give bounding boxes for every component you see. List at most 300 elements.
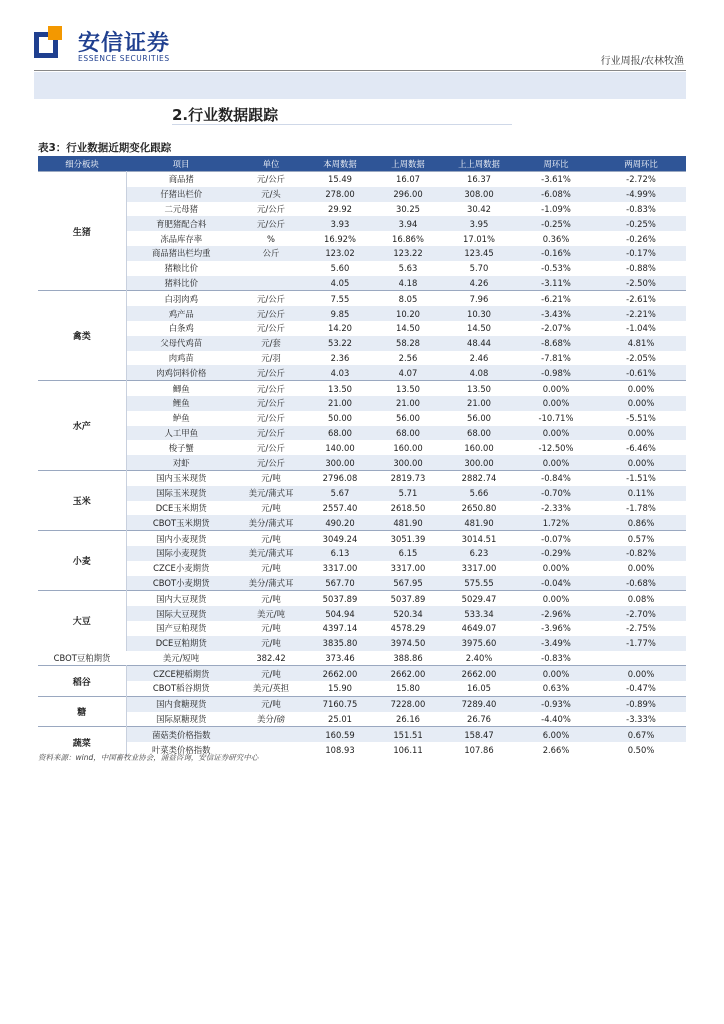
unit-cell: 美元/吨 [236, 606, 306, 621]
last-week-cell: 4578.29 [390, 623, 426, 634]
unit-cell: 美元/英担 [252, 683, 290, 694]
segment-cell: 蔬菜 [38, 727, 126, 757]
this-week-cell: 14.20 [328, 323, 352, 334]
table-row [38, 546, 686, 561]
item-cell: CBOT稻谷期货 [152, 683, 210, 694]
item-cell: 鲈鱼 [172, 413, 190, 424]
this-week-cell: 490.20 [306, 515, 374, 530]
table-row [38, 440, 686, 455]
item-cell: 国产豆粕现货 [156, 623, 207, 634]
this-week-cell: 25.01 [328, 714, 352, 725]
table-row [38, 411, 686, 426]
two-week-change-cell: -2.72% [596, 172, 686, 187]
two-weeks-ago-cell: 5.66 [442, 486, 516, 501]
last-week-cell: 30.25 [396, 203, 420, 214]
item-cell: 国际原糖现货 [156, 714, 207, 725]
two-week-change-cell: -2.75% [626, 623, 656, 634]
industry-data-table [38, 156, 686, 757]
two-weeks-ago-cell: 308.00 [442, 187, 516, 202]
wow-cell: 0.00% [516, 381, 596, 396]
two-weeks-ago-cell: 160.00 [464, 442, 494, 453]
unit-cell: 美分/磅 [257, 714, 285, 725]
unit-cell: 元/吨 [236, 591, 306, 606]
unit-cell: 元/公斤 [236, 216, 306, 231]
wow-cell: -2.96% [516, 606, 596, 621]
two-week-change-cell: -1.51% [596, 470, 686, 485]
this-week-cell: 5.60 [330, 263, 350, 274]
two-weeks-ago-cell: 48.44 [442, 336, 516, 351]
last-week-cell: 106.11 [393, 744, 423, 755]
last-week-cell: 8.05 [374, 291, 442, 306]
item-cell: 国内食糖现货 [126, 696, 236, 711]
segment-cell: 玉米 [38, 470, 126, 530]
item-cell: 国内玉米现货 [126, 470, 236, 485]
wow-cell: -3.96% [541, 623, 571, 634]
two-weeks-ago-cell: 388.86 [393, 652, 423, 663]
two-week-change-cell: -0.25% [596, 216, 686, 231]
this-week-cell: 2.36 [330, 352, 350, 363]
table-row [38, 576, 686, 591]
segment-cell: 糖 [38, 696, 126, 727]
logo-english-name: ESSENCE SECURITIES [78, 54, 170, 63]
wow-cell: -0.70% [516, 486, 596, 501]
last-week-cell: 2662.00 [374, 666, 442, 681]
two-week-change-cell: 0.11% [596, 486, 686, 501]
header-item: 项目 [126, 156, 236, 172]
item-cell: DCE豆粕期货 [126, 636, 236, 651]
item-cell: 国际玉米现货 [126, 486, 236, 501]
table-row [38, 246, 686, 261]
unit-cell: 美分/蒲式耳 [236, 576, 306, 591]
unit-cell: 元/吨 [236, 666, 306, 681]
two-week-change-cell: 0.86% [596, 515, 686, 530]
two-week-change-cell: -2.05% [626, 352, 656, 363]
item-cell: CZCE粳稻期货 [126, 666, 236, 681]
unit-cell: % [267, 233, 275, 244]
two-weeks-ago-cell: 7289.40 [442, 696, 516, 711]
this-week-cell: 2557.40 [322, 502, 358, 513]
two-weeks-ago-cell: 2650.80 [461, 502, 497, 513]
table-row [38, 455, 686, 470]
unit-cell: 元/公斤 [236, 291, 306, 306]
unit-cell: 元/公斤 [257, 203, 285, 214]
wow-cell: 0.00% [542, 563, 570, 574]
two-week-change-cell: -1.04% [626, 323, 656, 334]
table-caption: 表3：行业数据近期变化跟踪 [38, 142, 172, 154]
table-row [38, 696, 686, 711]
two-weeks-ago-cell: 4.08 [442, 365, 516, 380]
two-week-change-cell: 0.08% [596, 591, 686, 606]
unit-cell: 元/吨 [261, 563, 281, 574]
unit-cell: 元/公斤 [236, 306, 306, 321]
item-cell: 猪料比价 [126, 276, 236, 291]
last-week-cell: 26.16 [396, 714, 420, 725]
table-row [38, 336, 686, 351]
this-week-cell: 140.00 [325, 442, 355, 453]
segment-cell: 稻谷 [38, 666, 126, 697]
wow-cell: -3.11% [516, 276, 596, 291]
this-week-cell: 3317.00 [322, 563, 358, 574]
two-week-change-cell: -2.50% [596, 276, 686, 291]
table-row [38, 727, 686, 742]
two-week-change-cell: -0.17% [596, 246, 686, 261]
item-cell: 白条鸡 [168, 323, 194, 334]
unit-cell: 元/吨 [236, 531, 306, 546]
two-weeks-ago-cell: 575.55 [442, 576, 516, 591]
two-weeks-ago-cell: 4649.07 [461, 623, 497, 634]
table-row [38, 636, 686, 651]
table-row [38, 306, 686, 321]
last-week-cell: 2618.50 [390, 502, 426, 513]
this-week-cell: 4397.14 [322, 623, 358, 634]
wow-cell: -6.21% [516, 291, 596, 306]
two-week-change-cell: -0.89% [596, 696, 686, 711]
last-week-cell: 56.00 [396, 413, 420, 424]
last-week-cell: 3.94 [374, 216, 442, 231]
two-week-change-cell: -0.83% [541, 652, 571, 663]
header-segment: 细分板块 [38, 156, 126, 172]
this-week-cell: 278.00 [306, 187, 374, 202]
two-weeks-ago-cell: 4.26 [442, 276, 516, 291]
last-week-cell: 567.95 [374, 576, 442, 591]
two-week-change-cell: 0.50% [627, 744, 655, 755]
two-week-change-cell: -1.77% [596, 636, 686, 651]
wow-cell: 0.00% [516, 455, 596, 470]
table-row [38, 381, 686, 396]
table-row [38, 351, 686, 366]
unit-cell: 元/公斤 [236, 455, 306, 470]
two-week-change-cell: 0.00% [627, 563, 655, 574]
data-source-note: 资料来源：wind，中国畜牧业协会，涌益咨询，安信证券研究中心 [38, 753, 259, 762]
wow-cell: -3.43% [516, 306, 596, 321]
logo-chinese-name: 安信证券 [78, 31, 171, 56]
table-row [38, 187, 686, 202]
table-row [38, 426, 686, 441]
unit-cell: 元/头 [236, 187, 306, 202]
two-weeks-ago-cell: 107.86 [464, 744, 494, 755]
item-cell: CBOT豆粕期货 [53, 652, 111, 663]
two-week-change-cell: -0.88% [626, 263, 656, 274]
wow-cell: -4.40% [541, 714, 571, 725]
unit-cell: 元/吨 [261, 502, 281, 513]
segment-cell: 大豆 [38, 591, 126, 651]
last-week-cell: 4.07 [374, 365, 442, 380]
last-week-cell: 16.07 [374, 172, 442, 187]
this-week-cell: 2662.00 [306, 666, 374, 681]
table-row [38, 291, 686, 306]
last-week-cell: 58.28 [374, 336, 442, 351]
last-week-cell: 520.34 [374, 606, 442, 621]
segment-cell: 禽类 [38, 291, 126, 381]
last-week-cell: 5.71 [374, 486, 442, 501]
wow-cell: 6.00% [516, 727, 596, 742]
table-row [38, 231, 686, 246]
item-cell: DCE玉米期货 [155, 502, 207, 513]
table-row [38, 621, 686, 636]
two-week-change-cell: -2.21% [596, 306, 686, 321]
wow-cell: 0.36% [542, 233, 570, 244]
item-cell: CBOT小麦期货 [126, 576, 236, 591]
two-weeks-ago-cell: 26.76 [467, 714, 491, 725]
wow-cell: -0.07% [516, 531, 596, 546]
header-banner [34, 72, 686, 99]
last-week-cell: 6.15 [374, 546, 442, 561]
wow-cell: -8.68% [516, 336, 596, 351]
this-week-cell: 3835.80 [306, 636, 374, 651]
this-week-cell: 13.50 [306, 381, 374, 396]
this-week-cell: 6.13 [306, 546, 374, 561]
this-week-cell: 9.85 [306, 306, 374, 321]
two-weeks-ago-cell: 68.00 [442, 426, 516, 441]
two-weeks-ago-cell: 5029.47 [442, 591, 516, 606]
wow-cell: -0.84% [516, 470, 596, 485]
unit-cell: 美元/短吨 [162, 652, 200, 663]
two-week-change-cell: -0.61% [596, 365, 686, 380]
item-cell: 国际小麦现货 [126, 546, 236, 561]
item-cell: 商品猪 [126, 172, 236, 187]
last-week-cell: 13.50 [374, 381, 442, 396]
last-week-cell: 5.63 [398, 263, 418, 274]
unit-cell: 元/公斤 [236, 381, 306, 396]
last-week-cell: 481.90 [374, 515, 442, 530]
unit-cell: 元/公斤 [236, 172, 306, 187]
this-week-cell: 160.59 [306, 727, 374, 742]
wow-cell: -1.09% [541, 203, 571, 214]
two-week-change-cell: -4.99% [596, 187, 686, 202]
wow-cell: -2.07% [541, 323, 571, 334]
table-header-row [38, 156, 686, 172]
wow-cell: 2.40% [465, 652, 493, 663]
header-last-week: 上周数据 [374, 156, 442, 172]
wow-cell: 0.00% [516, 396, 596, 411]
wow-cell: 1.72% [516, 515, 596, 530]
two-weeks-ago-cell: 13.50 [442, 381, 516, 396]
item-cell: 鲫鱼 [126, 381, 236, 396]
two-week-change-cell: -2.61% [596, 291, 686, 306]
two-weeks-ago-cell: 3975.60 [442, 636, 516, 651]
unit-cell: 元/公斤 [257, 323, 285, 334]
item-cell: 育肥猪配合料 [126, 216, 236, 231]
item-cell: 梭子蟹 [168, 442, 194, 453]
item-cell: 白羽肉鸡 [126, 291, 236, 306]
wow-cell: 0.00% [516, 426, 596, 441]
this-week-cell: 15.90 [328, 683, 352, 694]
unit-cell: 元/公斤 [257, 413, 285, 424]
two-week-change-cell: 0.67% [596, 727, 686, 742]
header-two-week-change: 两周环比 [596, 156, 686, 172]
two-weeks-ago-cell: 21.00 [442, 396, 516, 411]
this-week-cell: 4.05 [306, 276, 374, 291]
two-weeks-ago-cell: 6.23 [442, 546, 516, 561]
this-week-cell: 7.55 [306, 291, 374, 306]
last-week-cell: 160.00 [393, 442, 423, 453]
two-weeks-ago-cell: 10.30 [442, 306, 516, 321]
wow-cell: -2.33% [541, 502, 571, 513]
unit-cell: 元/羽 [261, 352, 281, 363]
last-week-cell: 123.22 [374, 246, 442, 261]
two-weeks-ago-cell: 123.45 [442, 246, 516, 261]
this-week-cell: 68.00 [306, 426, 374, 441]
two-weeks-ago-cell: 56.00 [467, 413, 491, 424]
item-cell: 菌菇类价格指数 [126, 727, 236, 742]
table-row [38, 276, 686, 291]
item-cell: 二元母猪 [164, 203, 198, 214]
last-week-cell: 7228.00 [374, 696, 442, 711]
this-week-cell: 5037.89 [306, 591, 374, 606]
this-week-cell: 5.67 [306, 486, 374, 501]
two-weeks-ago-cell: 158.47 [442, 727, 516, 742]
table-row [38, 501, 686, 516]
segment-cell: 生猪 [38, 172, 126, 291]
unit-cell: 美元/蒲式耳 [236, 486, 306, 501]
wow-cell: 0.63% [542, 683, 570, 694]
table-row [38, 216, 686, 231]
wow-cell: -12.50% [538, 442, 574, 453]
item-cell: 仔猪出栏价 [126, 187, 236, 202]
wow-cell: -0.25% [516, 216, 596, 231]
wow-cell: -6.08% [516, 187, 596, 202]
this-week-cell: 504.94 [306, 606, 374, 621]
two-weeks-ago-cell: 30.42 [467, 203, 491, 214]
this-week-cell: 7160.75 [306, 696, 374, 711]
this-week-cell: 21.00 [306, 396, 374, 411]
table-row [38, 365, 686, 380]
section-underline [172, 124, 512, 125]
wow-cell: -0.29% [516, 546, 596, 561]
item-cell: 国内大豆现货 [126, 591, 236, 606]
wow-cell: -3.61% [516, 172, 596, 187]
item-cell: 鸡产品 [126, 306, 236, 321]
this-week-cell: 16.92% [324, 233, 356, 244]
unit-cell [236, 727, 306, 742]
table-row [38, 321, 686, 336]
last-week-cell: 296.00 [374, 187, 442, 202]
two-weeks-ago-cell: 5.70 [469, 263, 489, 274]
item-cell: 肉鸡饲料价格 [126, 365, 236, 380]
two-week-change-cell: 4.81% [596, 336, 686, 351]
segment-cell: 水产 [38, 381, 126, 471]
unit-cell: 元/公斤 [236, 426, 306, 441]
last-week-cell: 2819.73 [374, 470, 442, 485]
wow-cell: -3.49% [516, 636, 596, 651]
unit-cell: 元/吨 [236, 470, 306, 485]
last-week-cell: 373.46 [325, 652, 355, 663]
two-week-change-cell: 0.00% [596, 426, 686, 441]
wow-cell: 0.00% [516, 591, 596, 606]
two-week-change-cell: -0.68% [596, 576, 686, 591]
table-row [38, 396, 686, 411]
two-week-change-cell: -3.33% [626, 714, 656, 725]
two-weeks-ago-cell: 16.05 [467, 683, 491, 694]
this-week-cell: 2796.08 [306, 470, 374, 485]
last-week-cell: 68.00 [374, 426, 442, 441]
header-wow: 周环比 [516, 156, 596, 172]
company-logo [34, 26, 174, 66]
item-cell: 人工甲鱼 [126, 426, 236, 441]
this-week-cell: 4.03 [306, 365, 374, 380]
two-week-change-cell: 0.57% [596, 531, 686, 546]
two-week-change-cell: 0.00% [596, 455, 686, 470]
wow-cell: -0.16% [516, 246, 596, 261]
header-divider [34, 70, 686, 71]
two-week-change-cell: -0.83% [626, 203, 656, 214]
two-week-change-cell: -0.82% [596, 546, 686, 561]
unit-cell: 元/吨 [236, 636, 306, 651]
last-week-cell: 10.20 [374, 306, 442, 321]
item-cell: 国内小麦现货 [126, 531, 236, 546]
header-two-weeks-ago: 上上周数据 [442, 156, 516, 172]
wow-cell: -0.53% [541, 263, 571, 274]
item-cell: CBOT玉米期货 [126, 515, 236, 530]
two-weeks-ago-cell: 16.37 [442, 172, 516, 187]
table-row [38, 202, 686, 217]
item-cell: 冻品库存率 [160, 233, 203, 244]
unit-cell: 美分/蒲式耳 [236, 515, 306, 530]
table-row [38, 591, 686, 606]
last-week-cell: 14.50 [396, 323, 420, 334]
this-week-cell: 3.93 [306, 216, 374, 231]
two-weeks-ago-cell: 2662.00 [442, 666, 516, 681]
last-week-cell: 5037.89 [374, 591, 442, 606]
logo-mark-icon [34, 26, 68, 60]
two-weeks-ago-cell: 7.96 [442, 291, 516, 306]
wow-cell: 2.66% [542, 744, 570, 755]
this-week-cell: 15.49 [306, 172, 374, 187]
section-title: 2.行业数据跟踪 [172, 106, 279, 124]
last-week-cell: 3974.50 [374, 636, 442, 651]
table-row [38, 261, 686, 276]
two-weeks-ago-cell: 2882.74 [442, 470, 516, 485]
table-row [38, 172, 686, 187]
table-row [38, 470, 686, 485]
unit-cell [236, 261, 306, 276]
last-week-cell: 3051.39 [374, 531, 442, 546]
wow-cell: 0.00% [516, 666, 596, 681]
this-week-cell: 29.92 [328, 203, 352, 214]
two-weeks-ago-cell: 3014.51 [442, 531, 516, 546]
table-row [38, 561, 686, 576]
two-week-change-cell: -0.47% [626, 683, 656, 694]
two-weeks-ago-cell: 2.46 [469, 352, 489, 363]
item-cell: 对虾 [126, 455, 236, 470]
item-cell: CZCE小麦期货 [153, 563, 210, 574]
last-week-cell: 21.00 [374, 396, 442, 411]
unit-cell: 元/套 [236, 336, 306, 351]
last-week-cell: 151.51 [374, 727, 442, 742]
two-week-change-cell: -6.46% [626, 442, 656, 453]
last-week-cell: 2.56 [398, 352, 418, 363]
two-week-change-cell: 0.00% [596, 396, 686, 411]
two-weeks-ago-cell: 3317.00 [461, 563, 497, 574]
this-week-cell: 3049.24 [306, 531, 374, 546]
unit-cell: 美元/蒲式耳 [236, 546, 306, 561]
unit-cell: 元/吨 [261, 623, 281, 634]
wow-cell: -0.93% [516, 696, 596, 711]
this-week-cell: 300.00 [306, 455, 374, 470]
wow-cell: -0.98% [516, 365, 596, 380]
table-row [38, 606, 686, 621]
unit-cell: 元/公斤 [236, 365, 306, 380]
two-weeks-ago-cell: 3.95 [442, 216, 516, 231]
two-weeks-ago-cell: 17.01% [463, 233, 495, 244]
this-week-cell: 123.02 [306, 246, 374, 261]
this-week-cell: 567.70 [306, 576, 374, 591]
report-type: 行业周报/农林牧渔 [600, 56, 684, 67]
last-week-cell: 4.18 [374, 276, 442, 291]
this-week-cell: 50.00 [328, 413, 352, 424]
last-week-cell: 15.80 [396, 683, 420, 694]
this-week-cell: 382.42 [256, 652, 286, 663]
